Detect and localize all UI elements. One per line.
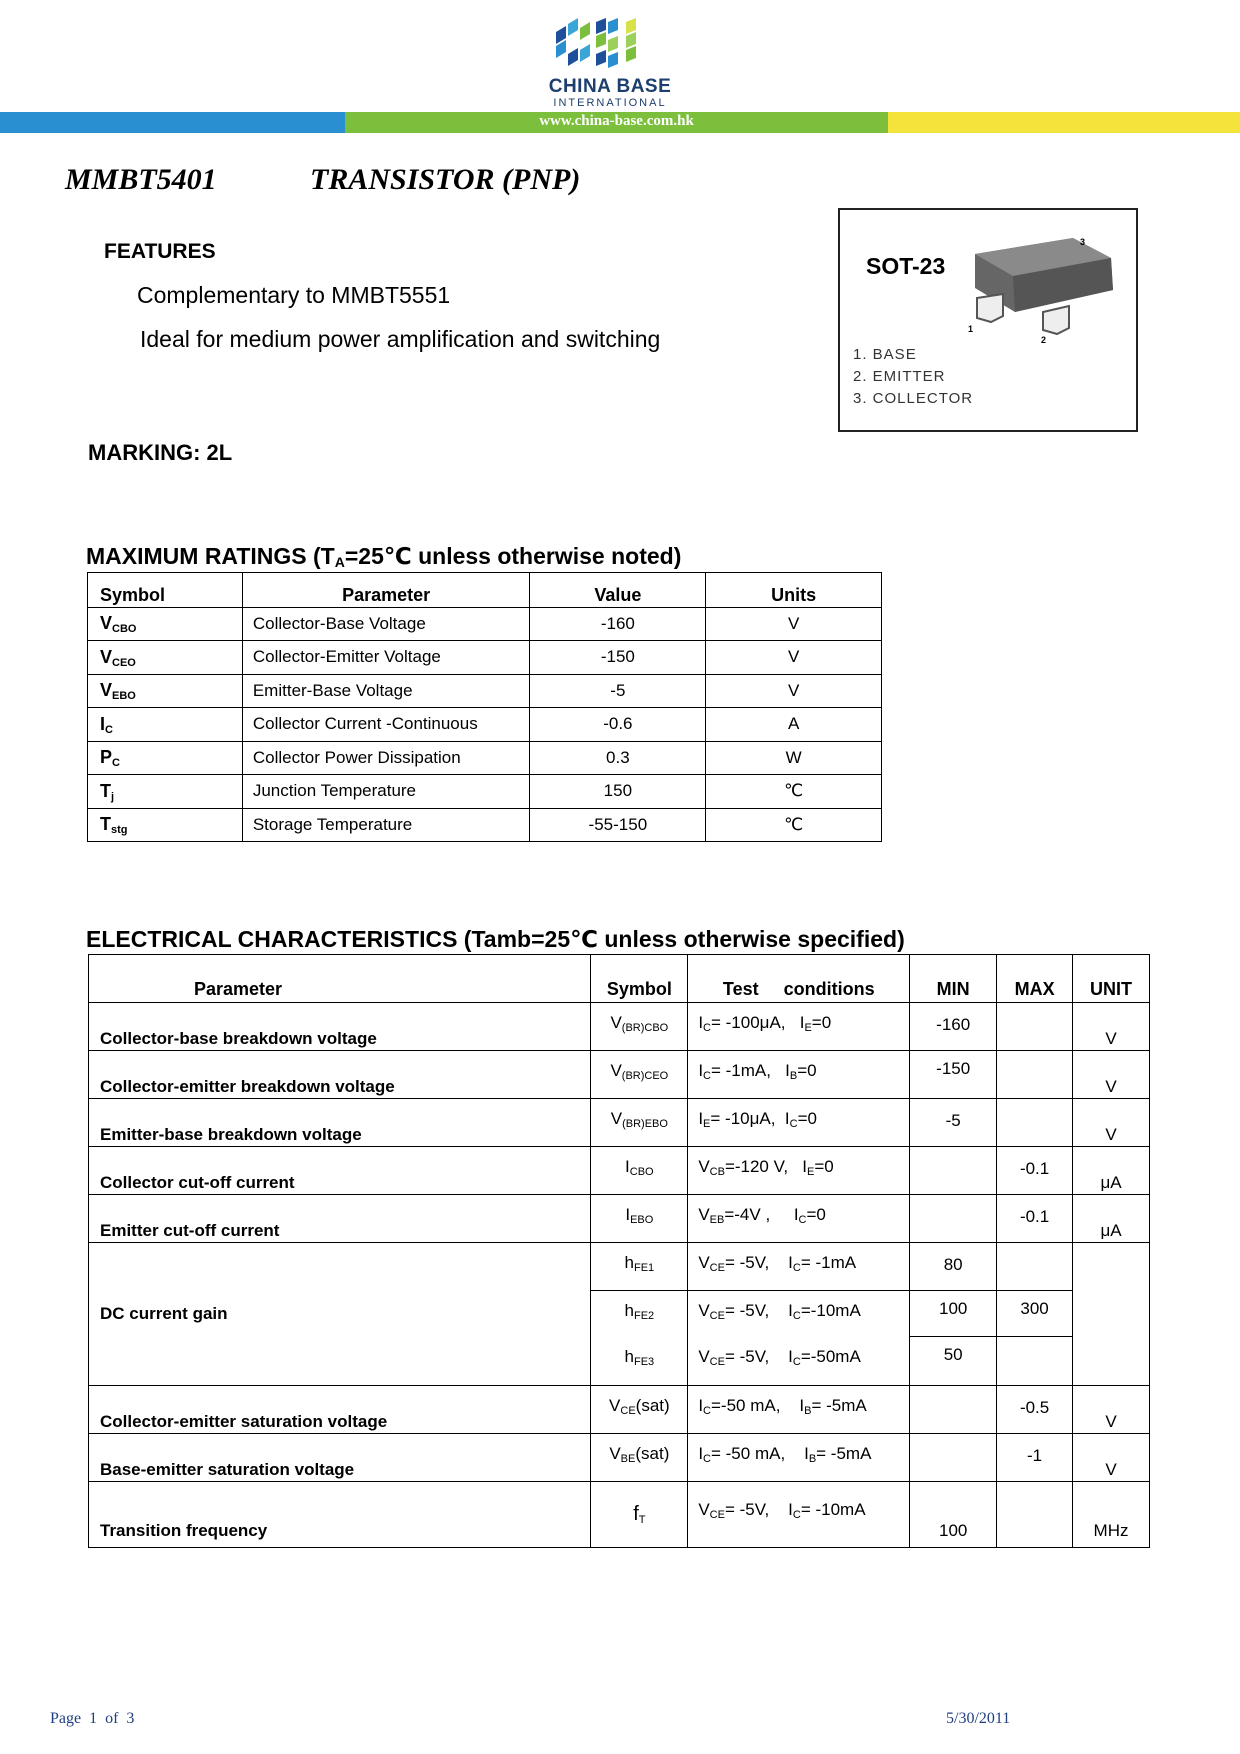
min-cell bbox=[910, 1386, 997, 1434]
unit-cell: V bbox=[706, 674, 882, 708]
value-cell: 150 bbox=[530, 775, 706, 809]
unit-cell: μA bbox=[1073, 1147, 1150, 1195]
test-condition-cell: $I_E= -10\mu A$, $I_C=0$ bbox=[688, 1099, 910, 1147]
table-row bbox=[88, 674, 882, 708]
unit-cell: μA bbox=[1073, 1195, 1150, 1243]
marking-code: MARKING: 2L bbox=[88, 440, 233, 465]
unit-cell: V bbox=[706, 607, 882, 641]
table-row bbox=[89, 1003, 1150, 1051]
table-header-row bbox=[88, 573, 882, 608]
unit-cell bbox=[1073, 1243, 1150, 1386]
max-cell: -1 bbox=[997, 1434, 1073, 1482]
value-cell: -55-150 bbox=[530, 808, 706, 842]
symbol-cell: $P_C$ bbox=[88, 741, 243, 775]
package-name: SOT-23 bbox=[866, 253, 946, 279]
symbol-cell: $h_{FE2}$ bbox=[591, 1291, 688, 1337]
table-row bbox=[88, 808, 882, 842]
part-number: MMBT5401 bbox=[65, 163, 217, 196]
test-condition-cell: $V_{CE}= -5V$, $I_C=-50mA$ bbox=[688, 1337, 910, 1386]
table-row bbox=[89, 1099, 1150, 1147]
table-row bbox=[89, 1386, 1150, 1434]
min-cell: -160 bbox=[910, 1003, 997, 1051]
unit-cell: W bbox=[706, 741, 882, 775]
header-bar-yellow bbox=[888, 112, 1240, 133]
pin-number-2: 2 bbox=[1041, 335, 1047, 344]
table-header-row bbox=[89, 955, 1150, 1003]
table-row bbox=[89, 1482, 1150, 1548]
col-header: UNIT bbox=[1073, 955, 1150, 1003]
col-header: Parameter bbox=[89, 955, 591, 1003]
test-condition-cell: $V_{CE}= -5V$, $I_C= -10mA$ bbox=[688, 1482, 910, 1548]
symbol-cell: $T_j$ bbox=[88, 775, 243, 809]
min-cell: -150 bbox=[910, 1051, 997, 1099]
value-cell: 0.3 bbox=[530, 741, 706, 775]
max-cell: -0.1 bbox=[997, 1147, 1073, 1195]
table-row bbox=[89, 1434, 1150, 1482]
page-number: Page 1 of 3 bbox=[50, 1710, 135, 1727]
unit-cell: V bbox=[1073, 1434, 1150, 1482]
feature-item: Complementary to MMBT5551 bbox=[137, 282, 451, 308]
unit-cell: A bbox=[706, 708, 882, 742]
col-header: Symbol bbox=[591, 955, 688, 1003]
table-row bbox=[88, 741, 882, 775]
col-header: Test conditions bbox=[688, 955, 910, 1003]
symbol-cell: $V_{(BR)CBO}$ bbox=[591, 1003, 688, 1051]
symbol-cell: $I_C$ bbox=[88, 708, 243, 742]
symbol-cell: $V_{CE}(sat)$ bbox=[591, 1386, 688, 1434]
symbol-cell: $T_{stg}$ bbox=[88, 808, 243, 842]
symbol-cell: $V_{BE}(sat)$ bbox=[591, 1434, 688, 1482]
col-header: MAX bbox=[997, 955, 1073, 1003]
value-cell: -150 bbox=[530, 641, 706, 675]
parameter-cell: Collector Current -Continuous bbox=[242, 708, 530, 742]
pin-label: 3. COLLECTOR bbox=[853, 390, 974, 407]
test-condition-cell: $I_C=-50$ mA, $I_B= -5mA$ bbox=[688, 1386, 910, 1434]
value-cell: -5 bbox=[530, 674, 706, 708]
test-condition-cell: $V_{CB}=-120$ V, $I_E=0$ bbox=[688, 1147, 910, 1195]
parameter-cell: Collector cut-off current bbox=[89, 1147, 591, 1195]
pin-label: 1. BASE bbox=[853, 346, 917, 363]
pin-number-1: 1 bbox=[968, 324, 974, 334]
col-header: Units bbox=[706, 573, 882, 608]
col-header: Symbol bbox=[88, 573, 243, 608]
max-cell bbox=[997, 1051, 1073, 1099]
features-heading: FEATURES bbox=[104, 240, 216, 263]
electrical-table bbox=[88, 954, 1150, 1548]
parameter-cell: DC current gain bbox=[89, 1243, 591, 1386]
test-condition-cell: $I_C= -100\mu A$, $I_E=0$ bbox=[688, 1003, 910, 1051]
header-bar-blue bbox=[0, 112, 345, 133]
table-row bbox=[89, 1195, 1150, 1243]
unit-cell: V bbox=[706, 641, 882, 675]
max-cell bbox=[997, 1482, 1073, 1548]
max-ratings-heading: MAXIMUM RATINGS ($T_A=25℃$ unless otherwise noted) bbox=[86, 543, 682, 570]
max-cell: -0.1 bbox=[997, 1195, 1073, 1243]
test-condition-cell: $V_{CE}= -5V$, $I_C=-10mA$ bbox=[688, 1291, 910, 1337]
unit-cell: V bbox=[1073, 1386, 1150, 1434]
table-row bbox=[88, 775, 882, 809]
table-row bbox=[89, 1243, 1150, 1291]
parameter-cell: Emitter-base breakdown voltage bbox=[89, 1099, 591, 1147]
max-cell bbox=[997, 1099, 1073, 1147]
col-header: Parameter bbox=[242, 573, 530, 608]
unit-cell: MHz bbox=[1073, 1482, 1150, 1548]
parameter-cell: Emitter cut-off current bbox=[89, 1195, 591, 1243]
parameter-cell: Storage Temperature bbox=[242, 808, 530, 842]
col-header: Value bbox=[530, 573, 706, 608]
parameter-cell: Base-emitter saturation voltage bbox=[89, 1434, 591, 1482]
unit-cell: ℃ bbox=[706, 808, 882, 842]
test-condition-cell: $I_C= -1mA$, $I_B=0$ bbox=[688, 1051, 910, 1099]
max-cell: 300 bbox=[997, 1291, 1073, 1337]
symbol-cell: $V_{CEO}$ bbox=[88, 641, 243, 675]
website-url[interactable]: www.china-base.com.hk bbox=[539, 113, 694, 129]
sot23-package-icon bbox=[963, 232, 1128, 344]
symbol-cell: $h_{FE3}$ bbox=[591, 1337, 688, 1386]
parameter-cell: Junction Temperature bbox=[242, 775, 530, 809]
max-cell bbox=[997, 1003, 1073, 1051]
symbol-cell: $V_{(BR)CEO}$ bbox=[591, 1051, 688, 1099]
parameter-cell: Collector-Emitter Voltage bbox=[242, 641, 530, 675]
unit-cell: V bbox=[1073, 1051, 1150, 1099]
min-cell: 80 bbox=[910, 1243, 997, 1291]
test-condition-cell: $I_C= -50$ mA, $I_B= -5mA$ bbox=[688, 1434, 910, 1482]
symbol-cell: $I_{EBO}$ bbox=[591, 1195, 688, 1243]
brand-name: CHINA BASE bbox=[548, 76, 672, 97]
table-row bbox=[88, 607, 882, 641]
symbol-cell: $I_{CBO}$ bbox=[591, 1147, 688, 1195]
document-date: 5/30/2011 bbox=[946, 1710, 1011, 1727]
unit-cell: V bbox=[1073, 1003, 1150, 1051]
test-condition-cell: $V_{EB}=-4V$ , $I_C=0$ bbox=[688, 1195, 910, 1243]
company-logo bbox=[556, 18, 664, 72]
parameter-cell: Collector-Base Voltage bbox=[242, 607, 530, 641]
min-cell: -5 bbox=[910, 1099, 997, 1147]
table-row bbox=[89, 1051, 1150, 1099]
part-type: TRANSISTOR (PNP) bbox=[310, 163, 581, 196]
max-cell bbox=[997, 1337, 1073, 1386]
feature-item: Ideal for medium power amplification and switching bbox=[140, 326, 661, 352]
max-ratings-table bbox=[87, 572, 882, 842]
max-cell: -0.5 bbox=[997, 1386, 1073, 1434]
pin-number-3: 3 bbox=[1080, 237, 1086, 247]
max-cell bbox=[997, 1243, 1073, 1291]
min-cell: 100 bbox=[910, 1482, 997, 1548]
pin-label: 2. EMITTER bbox=[853, 368, 946, 385]
parameter-cell: Emitter-Base Voltage bbox=[242, 674, 530, 708]
symbol-cell: $V_{EBO}$ bbox=[88, 674, 243, 708]
table-row bbox=[89, 1147, 1150, 1195]
parameter-cell: Collector-emitter saturation voltage bbox=[89, 1386, 591, 1434]
parameter-cell: Collector-emitter breakdown voltage bbox=[89, 1051, 591, 1099]
brand-subtitle: INTERNATIONAL bbox=[553, 97, 667, 109]
test-condition-cell: $V_{CE}= -5V$, $I_C= -1mA$ bbox=[688, 1243, 910, 1291]
min-cell: 100 bbox=[910, 1291, 997, 1337]
value-cell: -160 bbox=[530, 607, 706, 641]
parameter-cell: Collector-base breakdown voltage bbox=[89, 1003, 591, 1051]
unit-cell: V bbox=[1073, 1099, 1150, 1147]
table-row bbox=[88, 641, 882, 675]
symbol-cell: $V_{(BR)EBO}$ bbox=[591, 1099, 688, 1147]
min-cell bbox=[910, 1147, 997, 1195]
value-cell: -0.6 bbox=[530, 708, 706, 742]
unit-cell: ℃ bbox=[706, 775, 882, 809]
parameter-cell: Collector Power Dissipation bbox=[242, 741, 530, 775]
parameter-cell: Transition frequency bbox=[89, 1482, 591, 1548]
symbol-cell: $f_T$ bbox=[591, 1482, 688, 1548]
symbol-cell: $h_{FE1}$ bbox=[591, 1243, 688, 1291]
min-cell bbox=[910, 1434, 997, 1482]
table-row bbox=[88, 708, 882, 742]
min-cell: 50 bbox=[910, 1337, 997, 1386]
min-cell bbox=[910, 1195, 997, 1243]
col-header: MIN bbox=[910, 955, 997, 1003]
electrical-heading: ELECTRICAL CHARACTERISTICS (Tamb=25℃ unless otherwise specified) bbox=[86, 926, 905, 952]
symbol-cell: $V_{CBO}$ bbox=[88, 607, 243, 641]
